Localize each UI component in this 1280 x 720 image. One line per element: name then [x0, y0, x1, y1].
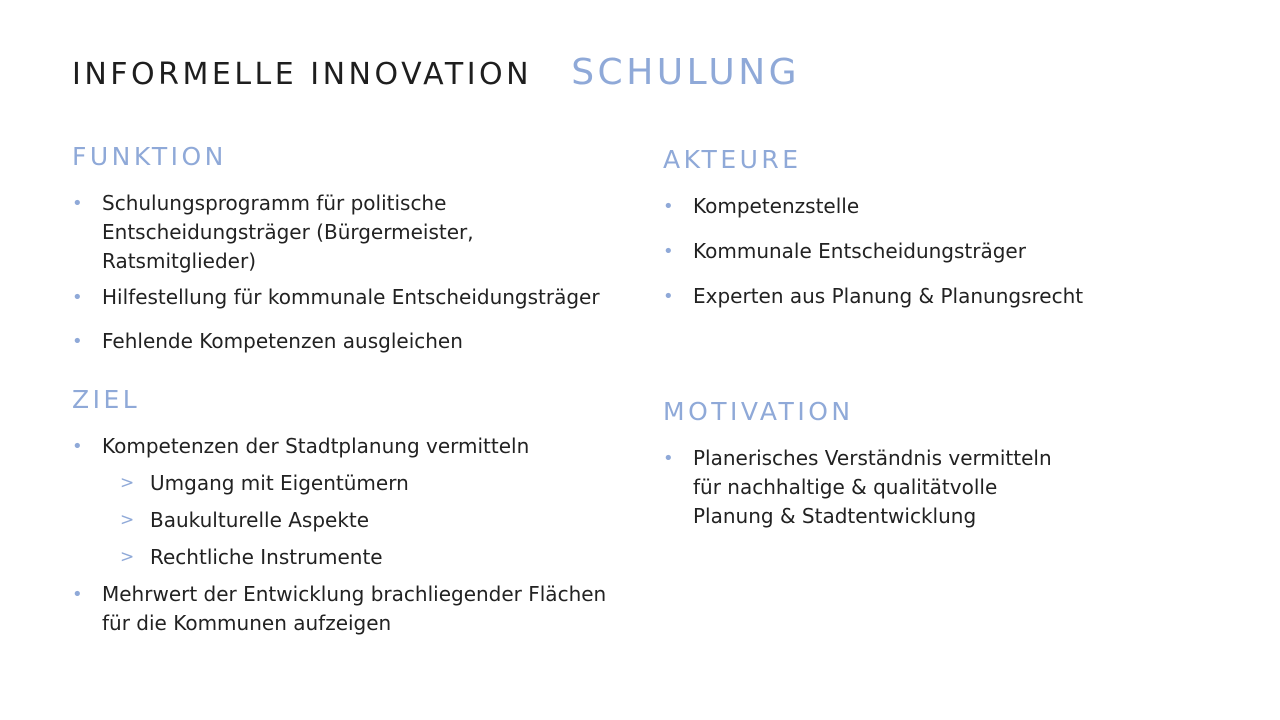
sub-list-item	[102, 506, 632, 535]
ziel-list	[72, 432, 632, 638]
list-item-text: Planerisches Verständnis vermitteln für nachhaltige & qualitätvolle Planung & Stadtentwicklung	[693, 446, 1052, 528]
list-item-text: Schulungsprogramm für politische Entscheidungsträger (Bürgermeister, Ratsmitglieder)	[102, 191, 474, 273]
list-item	[663, 282, 1183, 311]
sub-list-item-text: Baukulturelle Aspekte	[150, 508, 370, 532]
list-item	[663, 192, 1183, 221]
ziel-sub-list	[102, 469, 632, 572]
funktion-list	[72, 189, 632, 356]
list-item	[72, 580, 632, 638]
section-ziel	[72, 385, 632, 638]
list-item	[72, 327, 632, 356]
bullet-icon: •	[72, 331, 83, 352]
list-item	[663, 237, 1183, 266]
list-item	[72, 189, 632, 276]
list-item-text: Kompetenzstelle	[693, 194, 860, 218]
list-item	[72, 283, 632, 312]
list-item-text: Hilfestellung für kommunale Entscheidungsträger	[102, 285, 600, 309]
sub-list-item	[102, 469, 632, 498]
motivation-list	[663, 444, 1063, 531]
bullet-icon: •	[72, 436, 83, 457]
section-heading-motivation: MOTIVATION	[663, 397, 854, 426]
bullet-icon: •	[663, 286, 674, 307]
section-heading-ziel: ZIEL	[72, 385, 141, 414]
bullet-icon: •	[72, 584, 83, 605]
slide-title	[72, 52, 800, 93]
list-item-text: Fehlende Kompetenzen ausgleichen	[102, 329, 463, 353]
sub-list-item-text: Rechtliche Instrumente	[150, 545, 383, 569]
sub-list-item-text: Umgang mit Eigentümern	[150, 471, 409, 495]
bullet-icon: •	[663, 241, 674, 262]
section-heading-funktion: FUNKTION	[72, 142, 227, 171]
sub-list-item	[102, 543, 632, 572]
chevron-right-icon: >	[120, 547, 135, 567]
chevron-right-icon: >	[120, 473, 135, 493]
list-item-text: Kommunale Entscheidungsträger	[693, 239, 1026, 263]
bullet-icon: •	[663, 196, 674, 217]
chevron-right-icon: >	[120, 510, 135, 530]
bullet-icon: •	[72, 287, 83, 308]
section-motivation	[663, 397, 1063, 531]
list-item	[72, 432, 632, 572]
list-item-text: Kompetenzen der Stadtplanung vermitteln	[102, 434, 530, 458]
list-item-text: Mehrwert der Entwicklung brachliegender Flächen für die Kommunen aufzeigen	[102, 582, 607, 635]
akteure-list	[663, 192, 1183, 311]
bullet-icon: •	[72, 193, 83, 214]
list-item-text: Experten aus Planung & Planungsrecht	[693, 284, 1084, 308]
bullet-icon: •	[663, 448, 674, 469]
list-item	[663, 444, 1063, 531]
section-funktion	[72, 142, 632, 356]
section-heading-akteure: AKTEURE	[663, 145, 802, 174]
title-accent: SCHULUNG	[571, 52, 801, 93]
title-main: INFORMELLE INNOVATION	[72, 57, 533, 92]
section-akteure	[663, 145, 1183, 311]
